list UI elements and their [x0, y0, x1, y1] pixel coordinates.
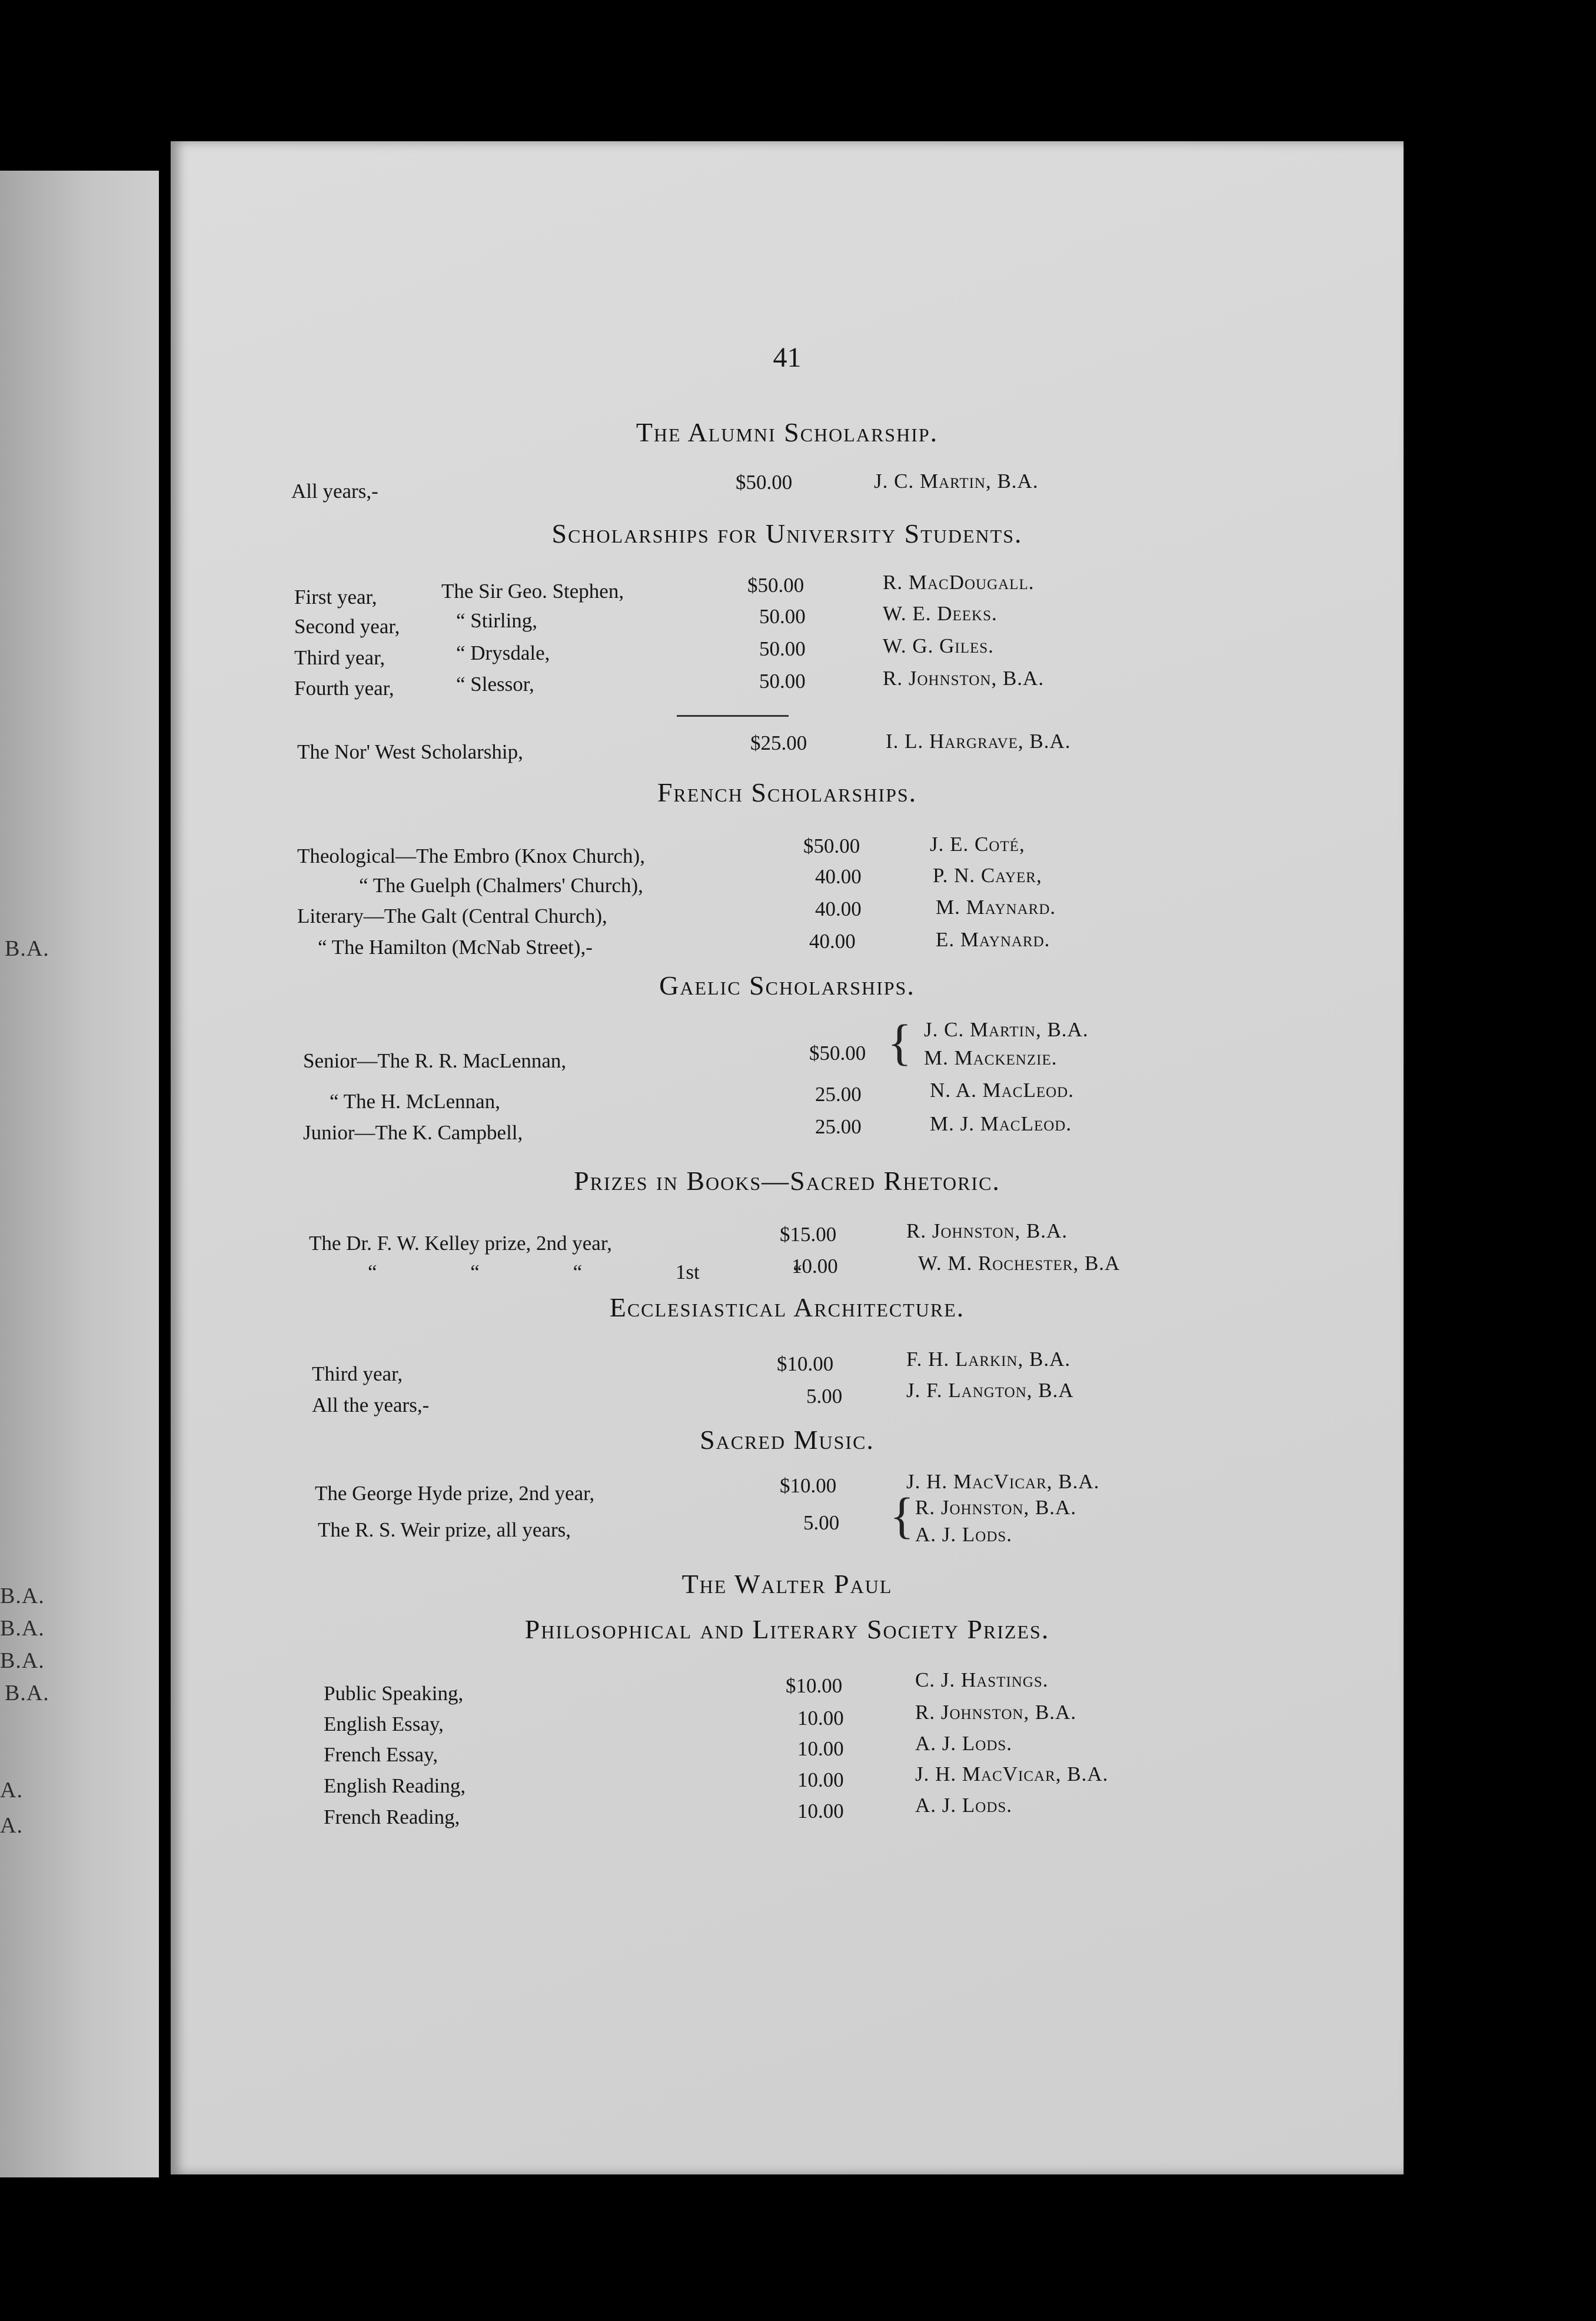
row-amount: 40.00 — [809, 930, 856, 953]
divider — [677, 715, 789, 717]
row-label: All years,- — [291, 480, 378, 503]
row-amount: $10.00 — [786, 1674, 843, 1697]
row-amount: $50.00 — [803, 834, 860, 857]
facing-page — [0, 171, 159, 2177]
row-recipient: R. Johnston, B.A. — [915, 1701, 1077, 1724]
row-year: First year, — [294, 586, 377, 608]
row-recipient: J. C. Martin, B.A. — [924, 1018, 1089, 1041]
row-recipient: A. J. Lods. — [915, 1732, 1013, 1755]
row-recipient: A. J. Lods. — [915, 1523, 1013, 1546]
row-label: Literary—The Galt (Central Church), — [297, 905, 607, 927]
left-page-text: B.A. — [0, 1584, 45, 1608]
row-label: “ Stirling, — [456, 609, 538, 632]
row-label: English Essay, — [324, 1713, 444, 1735]
row-amount: $50.00 — [809, 1042, 866, 1065]
left-page-text: A. — [0, 1778, 23, 1803]
section-heading-gaelic: Gaelic Scholarships. — [659, 970, 915, 1000]
row-recipient: M. Mackenzie. — [924, 1046, 1058, 1069]
row-label: The Nor' West Scholarship, — [297, 740, 523, 763]
row-label: Public Speaking, — [324, 1682, 464, 1705]
row-recipient: A. J. Lods. — [915, 1794, 1013, 1817]
section-heading-society-subtitle: Philosophical and Literary Society Prizes. — [524, 1614, 1050, 1644]
left-page-text: B.A. — [0, 1616, 45, 1641]
row-amount: 5.00 — [803, 1511, 840, 1534]
row-recipient: C. J. Hastings. — [915, 1668, 1049, 1691]
section-heading-rhetoric: Prizes in Books—Sacred Rhetoric. — [574, 1166, 1000, 1196]
row-year: Third year, — [294, 646, 385, 669]
row-recipient: J. C. Martin, B.A. — [874, 470, 1039, 493]
row-label: “ Slessor, — [456, 673, 534, 696]
row-amount: $50.00 — [747, 574, 804, 597]
row-recipient: I. L. Hargrave, B.A. — [886, 730, 1071, 753]
section-heading-university: Scholarships for University Students. — [551, 518, 1023, 548]
row-label: Senior—The R. R. MacLennan, — [303, 1049, 567, 1072]
row-recipient: M. Maynard. — [936, 896, 1056, 919]
row-amount: $10.00 — [777, 1352, 834, 1375]
row-amount: 40.00 — [815, 897, 862, 920]
row-amount: $50.00 — [736, 471, 793, 494]
row-label: “ The H. McLennan, — [330, 1090, 500, 1113]
row-amount: $10.00 — [780, 1474, 837, 1497]
row-amount: 40.00 — [815, 865, 862, 888]
row-year: Second year, — [294, 615, 400, 638]
row-label: The R. S. Weir prize, all years, — [318, 1518, 571, 1541]
section-heading-music: Sacred Music. — [700, 1425, 875, 1455]
row-recipient: R. Johnston, B.A. — [883, 667, 1045, 690]
row-label: “ “ “ 1st “ — [368, 1261, 802, 1283]
row-label: French Reading, — [324, 1805, 460, 1828]
row-recipient: J. H. MacVicar, B.A. — [915, 1763, 1109, 1785]
row-label: The Dr. F. W. Kelley prize, 2nd year, — [309, 1232, 612, 1255]
row-label: Theological—The Embro (Knox Church), — [297, 844, 645, 867]
row-recipient: F. H. Larkin, B.A. — [906, 1348, 1071, 1371]
row-label: “ Drysdale, — [456, 641, 550, 664]
row-amount: 10.00 — [792, 1255, 838, 1278]
section-heading-alumni: The Alumni Scholarship. — [636, 417, 939, 447]
row-amount: 5.00 — [806, 1385, 843, 1408]
row-amount: 10.00 — [797, 1768, 844, 1791]
row-recipient: W. G. Giles. — [883, 634, 994, 657]
row-label: Third year, — [312, 1362, 403, 1385]
row-recipient: M. J. MacLeod. — [930, 1112, 1072, 1135]
row-recipient: W. E. Deeks. — [883, 602, 998, 625]
row-label: Junior—The K. Campbell, — [303, 1121, 523, 1144]
row-recipient: J. F. Langton, B.A — [906, 1379, 1074, 1402]
left-page-text: B.A. — [0, 1648, 45, 1673]
row-label: The Sir Geo. Stephen, — [441, 580, 624, 603]
row-amount: $15.00 — [780, 1223, 837, 1246]
row-year: Fourth year, — [294, 677, 394, 700]
section-heading-society: The Walter Paul — [681, 1569, 893, 1599]
row-recipient: J. H. MacVicar, B.A. — [906, 1470, 1100, 1493]
row-recipient: J. E. Coté, — [930, 833, 1025, 856]
row-amount: 50.00 — [759, 605, 806, 628]
row-amount: 10.00 — [797, 1707, 844, 1730]
page-number: 41 — [773, 342, 802, 373]
row-recipient: N. A. MacLeod. — [930, 1079, 1074, 1102]
row-label: The George Hyde prize, 2nd year, — [315, 1482, 595, 1505]
document-page — [171, 141, 1404, 2174]
row-amount: 25.00 — [815, 1083, 862, 1106]
row-recipient: P. N. Cayer, — [933, 864, 1042, 887]
row-amount: 50.00 — [759, 670, 806, 693]
row-recipient: R. Johnston, B.A. — [906, 1219, 1068, 1242]
row-recipient: R. MacDougall. — [883, 571, 1035, 594]
left-page-text: B.A. — [5, 936, 49, 961]
row-amount: 10.00 — [797, 1800, 844, 1823]
row-amount: 50.00 — [759, 637, 806, 660]
section-heading-french: French Scholarships. — [657, 777, 917, 807]
section-heading-architecture: Ecclesiastical Architecture. — [609, 1292, 965, 1322]
row-label: All the years,- — [312, 1394, 430, 1416]
row-label: “ The Hamilton (McNab Street),- — [318, 936, 593, 959]
row-recipient: R. Johnston, B.A. — [915, 1496, 1077, 1519]
row-recipient: W. M. Rochester, B.A — [918, 1252, 1120, 1275]
curly-brace-icon: { — [890, 1487, 915, 1544]
row-recipient: E. Maynard. — [936, 928, 1050, 951]
row-amount: 10.00 — [797, 1737, 844, 1760]
left-page-text: B.A. — [5, 1681, 49, 1705]
curly-brace-icon: { — [887, 1014, 912, 1070]
left-page-text: A. — [0, 1813, 23, 1838]
row-label: “ The Guelph (Chalmers' Church), — [359, 874, 643, 897]
row-amount: 25.00 — [815, 1115, 862, 1138]
row-label: French Essay, — [324, 1743, 438, 1766]
row-label: English Reading, — [324, 1774, 466, 1797]
row-amount: $25.00 — [750, 731, 807, 754]
